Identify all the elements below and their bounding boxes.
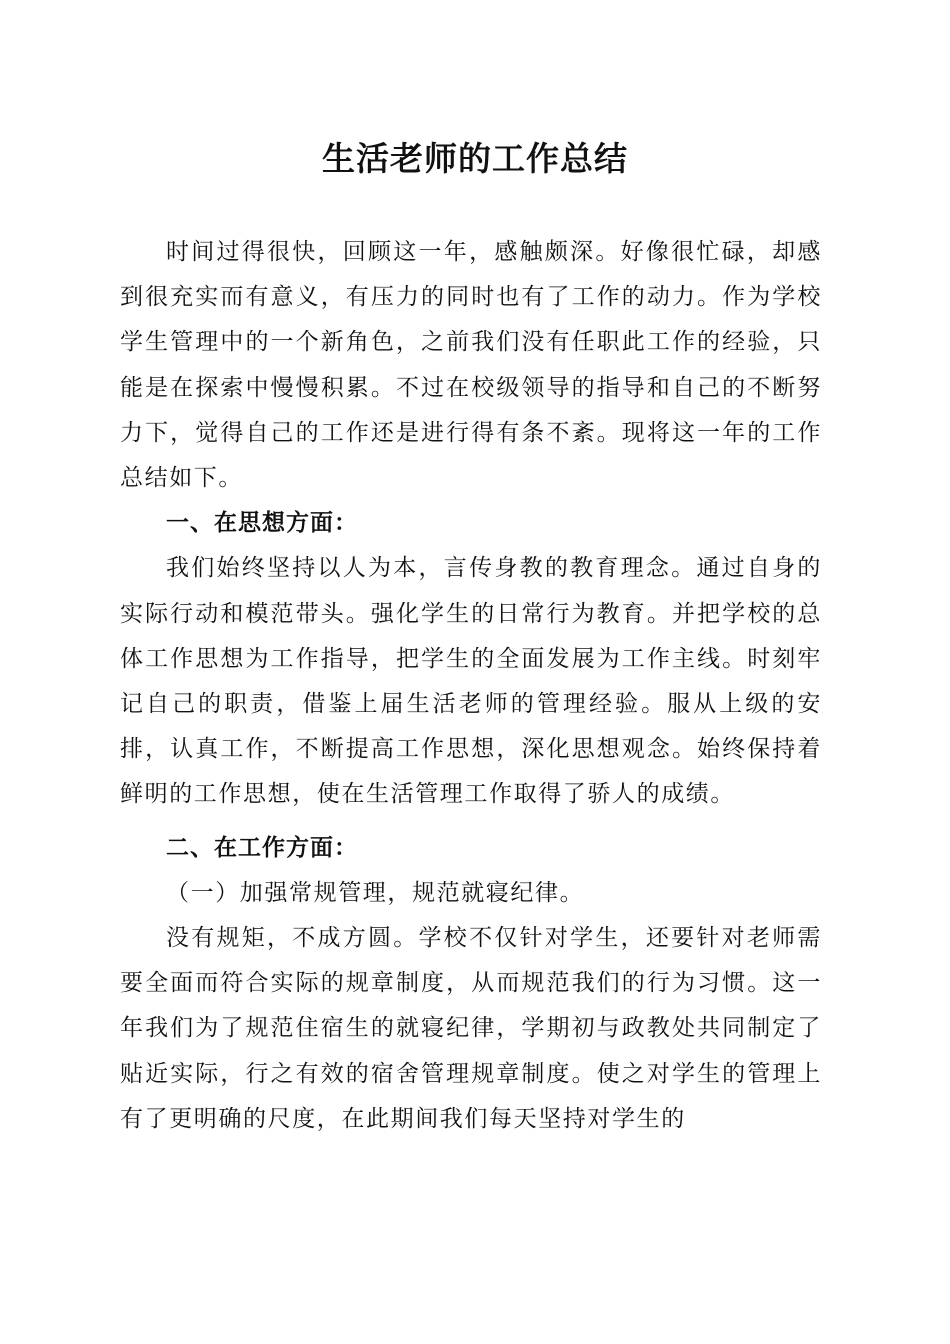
document-title: 生活老师的工作总结 — [322, 139, 628, 178]
document-body — [120, 230, 822, 1142]
thought-paragraph: 我们始终坚持以人为本，言传身教的教育理念。通过自身的实际行动和模范带头。强化学生的日常行为教育。并把学校的总体工作思想为工作指导，把学生的全面发展为工作主线。时刻牢记自己的职责，借鉴上届生活老师的管理经验。服从上级的安排，认真工作，不断提高工作思想，深化思想观念。始终保持着鲜明的工作思想，使在生活管理工作取得了骄人的成绩。 — [120, 555, 822, 808]
intro-paragraph: 时间过得很快，回顾这一年，感触颇深。好像很忙碌，却感到很充实而有意义，有压力的同时也有了工作的动力。作为学校学生管理中的一个新角色，之前我们没有任职此工作的经验，只能是在探索中慢慢积累。不过在校级领导的指导和自己的不断努力下，觉得自己的工作还是进行得有条不紊。现将这一年的工作总结如下。 — [120, 239, 822, 492]
section-heading-thought: 一、在思想方面： — [166, 510, 358, 537]
routine-paragraph: 没有规矩，不成方圆。学校不仅针对学生，还要针对老师需要全面而符合实际的规章制度，从而规范我们的行为习惯。这一年我们为了规范住宿生的就寝纪律，学期初与政教处共同制定了贴近实际，行之有效的宿舍管理规章制度。使之对学生的管理上有了更明确的尺度，在此期间我们每天坚持对学生的 — [120, 925, 822, 1132]
section-heading-work: 二、在工作方面： — [166, 834, 358, 861]
subsection-heading-routine: （一）加强常规管理，规范就寝纪律。 — [166, 879, 585, 906]
